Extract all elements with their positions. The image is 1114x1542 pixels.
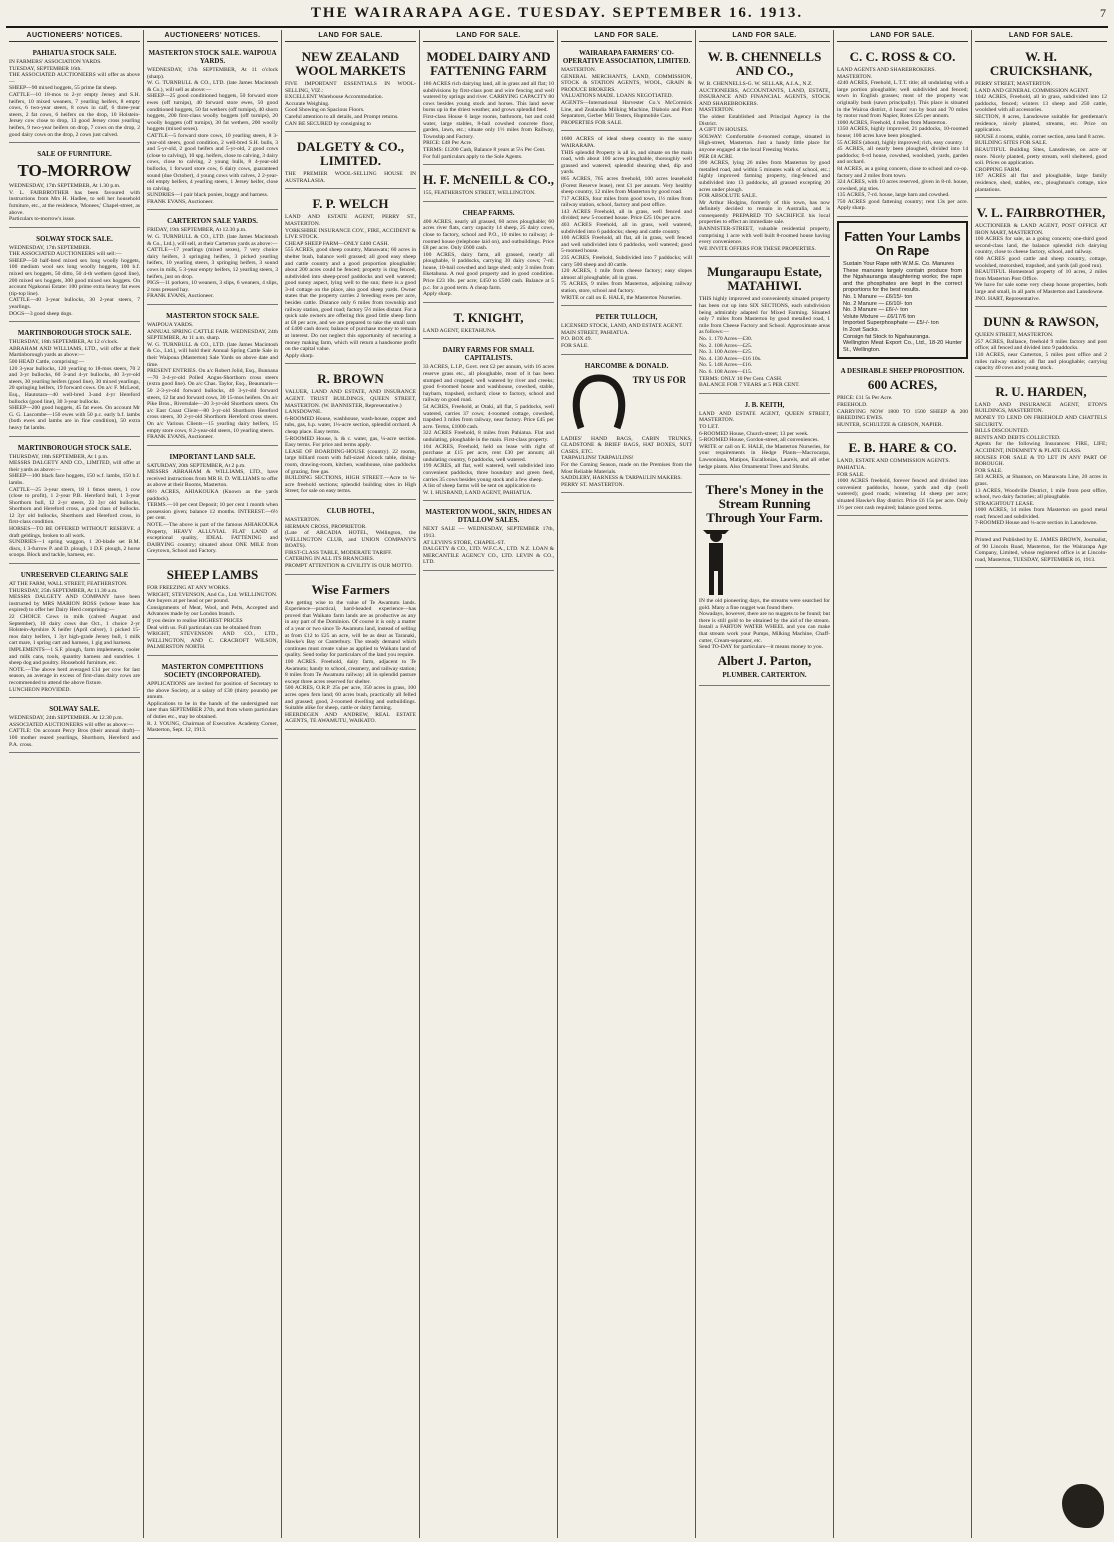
advertisement (147, 563, 278, 656)
column-1 (6, 30, 144, 1538)
advertisement (285, 192, 416, 364)
advertisement (699, 478, 830, 686)
ad-body-text: W. B. CHENNELLS-G. W. SELLAR, A.I.A., N.Z. AUCTIONEERS, ACCOUNTANTS, LAND, ESTATE, INSURANCE AND FINANCIAL AGENTS, STOCK AND SHAREBROKERS. MASTERTON. The oldest Established and Principal Agency in the District. A GIFT IN HOUSES. SOLWAY: Comfortable 4-roomed cottage, situated in High-street, Masterton. Just a handy little place for anyone engaged at the local Freezing Works. PER £8 ACRE. 390 ACRES, lying 26 miles from Masterton by good metalled road, and within 5 minutes walk of school, etc.; highly improved farming property, ring-fenced and subdivided into 13 paddocks, all grassed excepting 20 acres under plough. FOR ABSOLUTE SALE. Mr Arthur Hodgins, formerly of this town, has now definitely decided to remain in Australia, and is consequently PREPARED TO SACRIFICE his local properties to effect an immediate sale. BANNISTER-STREET, valuable residential property, comprising 1 acre with well built 8-roomed house having every convenience. WE INVITE OFFERS FOR THESE PROPERTIES. (699, 81, 830, 252)
advertisement (837, 221, 968, 359)
advertisement (9, 567, 140, 698)
ad-title: CHEAP FARMS. (462, 208, 515, 217)
advertisement (9, 45, 140, 143)
advertisement (285, 503, 416, 575)
ad-body-text: FRIDAY, 19th SEPTEMBER, At 12.30 p.m. W. G. TURNBULL & CO., LTD. (late James Macintosh & Co., Ltd.), will sell, at their Carterton yards as above:— CATTLE—17 yearlings (mixed sexes), 7 very choice dairy heifers, 3 springing heifers, 3 picked yearling heifers, 10 yearling steers, 3 springing heifers, 3 sound cows in milk, 5 3-year empty heifers, 12 yearling steers, 3 heifers, just on drop. PIGS—11 porkers, 10 weaners, 3 slips, 6 weaners, 4 slips, 2 tons pressed hay. FRANK EVANS, Auctioneer. (147, 227, 278, 300)
ad-title: There's Money in the Stream Running Through Your Farm. (705, 482, 824, 526)
horseshoe-illustration (561, 372, 692, 434)
advertisement (147, 213, 278, 305)
ad-display-heading: T. KNIGHT, (453, 309, 524, 325)
ad-body-text: QUEEN STREET, MASTERTON. 257 ACRES, Ballance, freehold 9 miles factory and post office; all fenced and divided into 9 paddocks. 130 ACRES, near Carterton, 5 miles post office and 2 miles railway station; all flat and ploughable; carrying capacity 40 cows and young stock. (975, 332, 1107, 372)
ad-body-text: FOR FREEZING AT ANY WORKS. WRIGHT, STEVENSON, And Co., Ltd. WELLINGTON. Are buyers at per head or per pound. Consignments of Meat, Wool, and Pelts, Accepted and Advances made by our London branch. If you desire to realise HIGHEST PRICES Deal with us. Full particulars can be obtained from WRIGHT, STEVENSON AND CO., LTD., WELLINGTON, AND C. CRACROFT WILSON, PALMERSTON NORTH. (147, 585, 278, 651)
farmer-illustration (699, 528, 830, 598)
ad-body-text: AUCTIONEER & LAND AGENT, POST OFFICE AT IRON MART, MASTERTON. 100 ACRES for sale, as a going concern; one-third good second-class land, the balance splendid rich dairying country, close to cheese factory, school, and railway. 600 ACRES good cattle and sheep country, cottage, woolshed, motorshed, trapshed, and yards (all good run). BEAUTIFUL Homestead property of 10 acres, 2 miles from Masterton Post Office. We have for sale some very cheap house properties, both large and small, in all parts of Masterton and Lansdowne. JNO. HART, Representative. (975, 223, 1107, 302)
ad-body-text: NEXT SALE — WEDNESDAY, SEPTEMBER 17th, 1913. AT LEVIN'S STORE, CHAPEL-ST. DALGETY & CO., LTD. W.F.C.A., LTD. N.Z. LOAN & MERCANTILE AGENCY CO., LTD. LEVIN & CO., LTD. (423, 526, 554, 566)
ad-title: SOLWAY SALE. (49, 705, 100, 714)
ad-body-text: THURSDAY, 18th SEPTEMBER, At 1 p.m. MESSRS DALGETY AND CO., LIMITED, will offer at their yards as above:— SHEEP—100 black face hoggets, 150 w.f. lambs, 150 b.f. lambs. CATTLE—25 3-year steers, 18 1 6mos steers, 1 cow (close to profit), 1 2-year P.B. Hereford bull, 1 3-year Shorthorn bull, 12 2-yr steers, 23 3yr old bullocks, Shorthorn and Hereford cross, a good class of bullocks. 12 3yr old bullocks, Shorthorn and Hereford cross, in first-class condition. HORSES—TO BE OFFERED WITHOUT RESERVE. 4 draft geldings, broken to all work. SUNDRIES—1 spring waggon, 1 20-blade set B.M. discs, 1 3-furrow P. and D. plough, 1 D.F. plough, 2 horse scoops. Block and tackle, harness, etc. (9, 453, 140, 559)
ad-body-text: PERRY STREET, MASTERTON. LAND AND GENERAL COMMISSION AGENT. 1042 ACRES, Freehold, all in grass, subdivided into 12 paddocks, fenced; winters 13 sheep and 250 cattle, woolshed with all accessories. SECTION, 8 acres, Lansdowne suitable for gentleman's residence, nicely planted, streams, etc. Price on application. HOUSE 4 rooms, stable, corner section, area land 8 acres. BUILDING SITES FOR SALE. BEAUTIFUL Building Sites, Lansdowne, on acre or more. Nicely planted, pretty stream, well sheltered, good soil. Prices on application. CROPPING FARM. 187 ACRES all flat and ploughable, large family residence, shed, stables, etc., ploughman's cottage, nice plantations. (975, 81, 1107, 193)
column-container (6, 30, 1108, 1538)
advertisement (9, 146, 140, 228)
ad-display-heading: DALGETY & CO., LIMITED. (296, 139, 405, 169)
advertisement (9, 325, 140, 436)
advertisement (147, 659, 278, 739)
column-heading: LAND FOR SALE. (699, 30, 830, 42)
advertisement (975, 535, 1107, 568)
column-5 (558, 30, 696, 1538)
advertisement (285, 45, 416, 132)
ad-body-text: THE PREMIER WOOL-SELLING HOUSE IN AUSTRALASIA. (285, 171, 416, 184)
masthead (6, 4, 1108, 28)
ad-body-text: LAND AGENTS AND SHAREBROKERS. MASTERTON. 4240 ACRES, Freehold, L.T.T. title; all undulating with a large portion ploughable; well subdivided and fenced; sown in English grasses; most of the property was originally bush (sawn principally). This place is situated in the Wairoa district, 4 hours' run by boat and 70 miles by motor road from Napier, Rotes £25 per annum. 1000 ACRES, Freehold, 4 miles from Masterton. 1350 ACRES, highly improved, 21 paddocks, 10-roomed house; 100 acres have been ploughed. 55 ACRES (about), highly improved; rich, easy country. 45 ACRES, all nearly been ploughed, divided into 14 paddocks; 6-rd house, cowshed, woolshed, yards, garden and orchard. 84 ACRES, as a going concern, close to school and co-op. factory and 2 miles from town. 324 ACRES, with 10 acres reserved, given in 8-rd. house, cowshed, pig sties. 135 ACRES, 7-rd. house, large barn and cowshed. 750 ACRES good fattening country; rent 13s per acre. Apply sharp. (837, 67, 968, 212)
ad-display-heading: W. H. CRUICKSHANK, (989, 49, 1093, 78)
page-number: 7 (1100, 6, 1106, 20)
column-heading: LAND FOR SALE. (561, 30, 692, 42)
ad-title: Fatten Your Lambs On Rape (844, 229, 961, 259)
advertisement (423, 205, 554, 303)
advertisement (561, 134, 692, 306)
advertisement (9, 701, 140, 753)
ad-body-text: APPLICATIONS are invited for position of Secretary to the above Society, at a salary of £30 (thirty pounds) per annum. Applications to be in the hands of the undersigned not later than SEPTEMBER 27th, and from whom particulars of duties etc., may be obtained. R. J. YOUNG, Chairman of Executive. Academy Corner, Masterton, Sept. 12, 1913. (147, 680, 278, 734)
ad-display-heading: H. F. McNEILL & CO., (423, 172, 554, 188)
ad-body-text: Sustain Your Rape with W.M.E. Co. Manures These manures largely contain produce from the Ngahauranga slaughtering works; the rape and the phosphates are kept in the correct proportions for the best results. No. 1 Manure — £6/15/- ton No. 2 Manure — £6/10/- ton No. 3 Manure — £6/-/- ton Volute Mixture — £6/17/6 ton Imported Superphosphate — £5/-/- ton In 2cwt Sacks. Consign fat Stock to Ngahauranga. Wellington Meat Export Co., Ltd., 18-20 Hunter St., Wellington. (843, 261, 962, 353)
farmer-icon (699, 528, 733, 598)
advertisement (561, 45, 692, 131)
ad-body-text: WEDNESDAY, 17th SEPTEMBER. THE ASSOCIATED AUCTIONEERS will sell:— SHEEP—50 half-bred mixed sex long woolly hoggets, 100 medium wool sex long woolly hoggets, 100 b.f. mixed sex hoggets, 50 ditto, 50 4-th wethers (good line), 200 mixed sex hoggets, 300 good mixed sex hoggets. On account Ngakonui Estate: 100 prime extra heavy fat ewes (tip-top line). CATTLE—40 3-year bullocks, 30 2-year steers, 7 yearlings. DOGS—3 good sheep dogs. (9, 244, 140, 317)
ad-body-text: VALUER, LAND AND ESTATE, AND INSURANCE AGENT. TRUST BUILDINGS, QUEEN STREET, MASTERTON. (W. BANNISTER, Representative.) LANSDOWNE. 6-ROOMED House, washhouse, wash-house, copper and tubs, gas, h.p. water, 1¼-acre section, splendid orchard. A cheap place. Easy terms. 5-ROOMED House, h. & c. water, gas, ¼-acre section. Easy terms. For price and terms apply. LEASE OF BOARDING-HOUSE (country). 22 rooms, large billiard room with full-sized Alcock table, dining-room, drawing-room, kitchen, washhouse, nine paddocks of grazing, free gas. BUILDING SECTIONS, HIGH STREET.—Acre to ¼-acre freehold sections; splendid building sites in High Street; for sale on easy terms. (285, 389, 416, 495)
advertisement (147, 449, 278, 560)
ad-title: CARTERTON SALE YARDS. (167, 217, 258, 226)
advertisement (147, 308, 278, 446)
ad-body-text: LICENSED STOCK, LAND, AND ESTATE AGENT. MAIN STREET, PAHIATUA. P.O. BOX 49. FOR SALE. (561, 323, 683, 349)
ad-title: DAIRY FARMS FOR SMALL CAPITALISTS. (442, 346, 535, 363)
ad-title: J. B. KEITH, (744, 400, 785, 409)
horseshoe-icon (569, 372, 629, 432)
ad-title: WAIRARAPA FARMERS' CO-OPERATIVE ASSOCIATION, LIMITED. (562, 49, 691, 65)
advertisement (699, 397, 830, 475)
ad-title: MASTERTON STOCK SALE. (166, 312, 259, 320)
advertisement (423, 504, 554, 571)
ad-title: UNRESERVED CLEARING SALE (20, 571, 129, 580)
column-heading: LAND FOR SALE. (423, 30, 554, 42)
advertisement (975, 380, 1107, 532)
ad-title: SHEEP LAMBS (166, 567, 259, 582)
column-8 (972, 30, 1110, 1538)
advertisement (975, 45, 1107, 198)
ad-title: MARTINBOROUGH STOCK SALE. (17, 329, 132, 338)
ad-body-text: LAND, ESTATE AND COMMISSION AGENTS. PAHIATUA. FOR SALE. 1000 ACRES freehold, forever fenced and divided into convenient paddocks, house, yards and dip (well watered); good roads; wintering 14 sheep per acre; situated Hawke's Bay district. Price £6 15s per acre. Only 1½ per cent cash required; balance good terms. (837, 458, 968, 511)
advertisement (9, 440, 140, 565)
ad-body-text: IN the old pioneering days, the streams were searched for gold. Many a fine nugget was found there. Nowadays, however, there are no nuggets to be found; but there is still gold to be obtained by the aid of the stream. Install a FARTON WATER WHEEL and you can make that stream work your Pumps, Milking Machine, Chaff-cutter, Cream-separator, etc. Send TO-DAY for particulars—it means money to you. (699, 598, 830, 651)
ad-body-text: LAND AND INSURANCE AGENT, ETON'S BUILDINGS, MASTERTON. MONEY TO LEND ON FREEHOLD AND CHATTELS SECURITY. BILLS DISCOUNTED. RENTS AND DEBTS COLLECTED. Agents for the following Insurances: FIRE, LIFE; ACCIDENT, INDEMNITY & PLATE GLASS. HOUSES FOR SALE & TO LET IN ANY PART OF BOROUGH. FOR SALE. 583 ACRES, at Shannon, on Manawatu Line, 20 acres in grass. 13 ACRES, Woodville District, 1 mile from post office, school, two dairy factories; all ploughable. STRAIGHTOUT LEASE. 1000 ACRES, 14 miles from Masterton on good metal road; fenced and subdivided. 7-ROOMED House and ¼-acre section in Lansdowne. (975, 401, 1107, 527)
advertisement (423, 45, 554, 165)
column-2 (144, 30, 282, 1538)
ad-display-heading: F. P. WELCH (312, 196, 389, 212)
ad-title: NEW ZEALAND WOOL MARKETS (295, 49, 406, 78)
ad-signature-sub: PLUMBER. CARTERTON. (722, 670, 807, 679)
advertisement (9, 231, 140, 323)
ad-body-text: 186 ACRES rich dairying land, all in grass and all flat; 10 subdivisions by first-class post and wire fencing and well watered by springs and river. CARRYING CAPACITY 80 cows besides young stock and horses. This land never burns up in the driest weather, and grows splendid feed. First-class House 6 large rooms, bathroom, hot and cold water, large stables, 8-bail cowshed concrete floor, garden, lawn, etc.; situate only 1½ miles from Railway, Township and Factory. PRICE: £48 Per Acre. TERMS: £1200 Cash, Balance 8 years at 5¼ Per Cent. For full particulars apply to the Sole Agents. (423, 81, 554, 160)
ad-title: SALE OF FURNITURE. (37, 150, 112, 159)
ad-display-heading: DUNN & RAWSON, (983, 314, 1099, 330)
advertisement (423, 306, 554, 340)
ad-body-text: THIS highly improved and conveniently situated property has been cut up into SIX SECTIONS, each subdivision being admirably adapted for Mixed Farming. Situated only 7 miles from Masterton by good metalled road, 1 mile from Cheese Factory and School. Approximate areas as follows:— No. 1. 170 Acres—£30. No. 2. 108 Acres—£25. No. 3. 100 Acres—£25. No. 4. 130 Acres—£16 10s. No. 5. 148 Acres—£16. No. 6. 108 Acres—£15. TERMS: ONLY 10 Per Cent. CASH. BALANCE FOR 7 YEARS at 5 PER CENT. (699, 296, 830, 389)
column-7 (834, 30, 972, 1538)
advertisement (837, 45, 968, 217)
ad-body-text: WAIPOUA YARDS. ANNUAL SPRING CATTLE FAIR. WEDNESDAY, 24th SEPTEMBER, At 11 a.m. sharp. W. G. TURNBULL & CO., LTD. (late James Macintosh & Co., Ltd.), will hold their Annual Spring Cattle Sale in their Waipoua (Masterton) Sale Yards on above date and time. PRESENT ENTRIES. On a/c Robert Jolid, Esq., Bunnana—70 3-4-yr-old Polled Angus-Shorthorn cross steers (extra good line). On a/c Chas. Taylor, Esq., Beaumaris—50 2-3-yr-old forward bullocks, 40 3-yr-old forward steers, 12 fat and forward cows, 30 15-mos heifers. On a/c Pike Bros., Riversdale—20 3-yr-old Shorthorn steers. On a/c East Coast Client—80 3-yr-old Shorthorn Hereford cross steers, 30 2-yr-old Shorthorn Hereford cross steers. On a/c Various Clients—15 yearling dairy heifers, 15 empty store cows, 8 2-year-old steers, 10 yearling steers. FRANK EVANS, Auctioneer. (147, 322, 278, 441)
advertisement (561, 309, 692, 354)
ad-title: Mungaraupu Estate, MATAHIWI. (707, 264, 822, 294)
ad-body-text: WEDNESDAY, 17th SEPTEMBER, At 1.30 p.m. V. L. FAIRBROTHER has been favoured with instructions from Mrs H. Hadlee, to sell her household furniture, etc., at the residence, 'Monees,' Chapel-street, as above. Particulars to-morrow's issue. (9, 183, 140, 223)
ad-display-heading: R. U. HARDEN, (995, 383, 1087, 399)
ad-display-heading: R. BROWN (317, 371, 384, 387)
ad-title: MASTERTON COMPETITIONS SOCIETY (INCORPORATED). (161, 662, 264, 679)
ad-body-text: Printed and Published by E. JAMES BROWN, Journalist, of 90 Lincoln Road, Masterton, for the Wairarapa Age Company, Limited, whose registered office is at Lincoln-road, Masterton, TUESDAY, SEPTEMBER 16, 1913. (975, 537, 1107, 563)
ad-body-text: WEDNESDAY, 17th SEPTEMBER, At 11 o'clock (sharp). W. G. TURNBULL & CO., LTD. (late James Macintosh & Co.), will sell as above:— SHEEP—25 good conditioned hoggets, 50 forward store ewes (off turnips), 40 forward store ewes, 50 good conditioned hoggets, 50 fat wethers (off turnips), 40 shorn hoggets, 200 first-class woolly hoggets (off turnips), 20 woolly hoggets (off turnips), 30 fat wethers, 200 woolly hoggets (mixed sexes). CATTLE—5 forward store cows, 10 yearling steers, 8 3-year-old steers, good condition, 2 well-bred S.H. bulls, 3 and 5-yr-old, 2 good heifers and 5-yr-old, 2 good cows (close to calving), 10 spg. heifers, close to calving, 3 dairy cows, close to calving, 2 young bulls, 8 4-year-old bullocks, 1 forward store cow, 6 dairy cows, guaranteed sound (due October), 4 young cows with calves, 2 2-year-old empty heifers, 4 yearling steers, 1 Jersey heifer, close to calving. SUNDRIES—1 pair black ponies, buggy and harness. FRANK EVANS, Auctioneer. (147, 67, 278, 205)
ad-body-text: 1600 ACRES of ideal sheep country in the sunny WAIRARAPA. THIS splendid Property is all in, and situate on the main road, with about 100 acres ploughable, thoroughly well grassed and watered; splendid shearing shed, dip and yards. 865 ACRES, 765 acres freehold, 100 acres leasehold (Forest Reserve lease), rent £1 per annum. Very healthy sheep country, 12 miles from Masterton by good road. 717 ACRES, four miles from good town, 1½ miles from railway station, school, factory and post office. 143 ACRES Freehold, all in grass, well fenced and divided; new 5-roomed house. Price £25 10s per acre. 403 ACRES Freehold, all in grass, well watered, subdivided into 6 paddocks; sheep and cattle country. 100 ACRES Freehold, all flat, all in grass, well fenced and well subdivided into 6 paddocks, well watered; good 5-roomed house. 235 ACRES, Freehold, Subdivided into 7 paddocks; will carry 500 sheep and 40 cattle. 120 ACRES, 1 mile from cheese factory; easy slopes almost all ploughable; all in grass. 75 ACRES, 9 miles from Masterton, adjoining railway station, store, school and factory. WRITE or call on E. HALE, the Masterton Nurseries. (561, 136, 692, 301)
ad-body-text: FIVE IMPORTANT ESSENTIALS IN WOOL-SELLING, VIZ.: EXCELLENT Warehouse Accommodation. Accurate Weighing. Good Showing on Spacious Floors. Careful attention to all details, and Prompt returns. CAN BE SECURED by consigning to (285, 81, 416, 127)
ad-body-text: WEDNESDAY, 24th SEPTEMBER. At 12.30 p.m. ASSOCIATED AUCTIONEERS will offer as above:— CATTLE: On account Percy Bros (their annual draft)—100 mother reared yearlings, Shorthorn, Hereford and P.A. cross. (9, 715, 140, 748)
try-us-text: TRY US FOR (632, 374, 686, 385)
ad-title: PAHIATUA STOCK SALE. (32, 49, 117, 57)
ad-title: HARCOMBE & DONALD. (584, 361, 669, 370)
ad-title: A DESIRABLE SHEEP PROPOSITION. (840, 367, 965, 376)
advertisement (699, 45, 830, 257)
column-heading: AUCTIONEERS' NOTICES. (147, 30, 278, 42)
advertisement (147, 45, 278, 210)
ad-title: MARTINBOROUGH STOCK SALE. (17, 443, 132, 452)
advertisement (699, 260, 830, 393)
advertisement (837, 436, 968, 516)
ad-body-text: IN FARMERS' ASSOCIATION YARDS. TUESDAY, SEPTEMBER 16th. THE ASSOCIATED AUCTIONEERS will offer as above— SHEEP—90 mixed hoggets, 55 prime fat sheep. CATTLE—10 18-mos to 2-yr empty Jersey and S.H. heifers, 10 mixed weaners, 7 yearling heifers, 8 empty cows, 6 two-year steers, 8 cows in calf, 6 three-year steers, 2 fat cows, 6 heifers on the drop, 10 Holstein-Jersey cow close to drop, 13 good Jersey cross yearling heifers, 9 two-year heifers on drop, 7 cows on the drop, 2 good dairy cows on the drop, 2 cows just calved. (9, 59, 140, 138)
ad-body-text: LAND AND ESTATE AGENT, QUEEN STREET, MASTERTON. TO LET. 6-ROOMED House, Church-street; 13 per week. 5-ROOMED House, Gordon-street, all conveniences. WRITE or call on E. HALE, the Masterton Nurseries, for your requirements in Hedge Plants—Macrocarpa, Lawsoniana, Matipos, Escallonias, Laurels, and all other hedge plants. Also Ornamental Trees and Shrubs. (699, 410, 830, 470)
ad-body-text: PRICE: £11 5s Per Acre. FREEHOLD. CARRYING NOW 1800 TO 1500 SHEEP & 200 BREEDING EWES. HUNTER, SCHULTZE & GIBSON, NAPIER. (837, 395, 968, 428)
ad-body-text: 155, FEATHERSTON STREET, WELLINGTON. (423, 190, 536, 197)
ad-title: SOLWAY STOCK SALE. (36, 234, 113, 243)
ad-title: MASTERTON STOCK SALE. WAIPOUA YARDS. (148, 49, 277, 65)
ad-body-text: 400 ACRES, nearly all grassed, 60 acres ploughable; 60 acres river flats, carry capacity 14 sheep, 25 dairy cows, close to factory, school and P.O., 10 miles to railway; 4-roomed house (telephone laid on), and outbuildings. Price £8 per acre. Only £600 cash. 100 ACRES, dairy farm, all grassed, nearly all ploughable, 8 paddocks, carrying 30 dairy cows; 7-rd. house, 10-bail cowshed and large shed; only 3 miles from Eketahuna. A real good property and in good condition. Price £23 10s. per acre; £450 to £500 cash. Balance at 5 p.c. for a good term. A cheap farm. Apply sharp. (423, 218, 554, 298)
ad-body-text: 33 ACRES, L.I.P., Govt. rent £2 per annum, with 16 acres reserve grass etc., all ploughable, most of it has been stumped and cropped; well watered by river and creeks; good 6-roomed house and washhouse, cowshed, stable, haybarn, trapshed, orchard; close to factory, school and railway on good road. 54 ACRES, Freehold, at Otaki, all flat, 5 paddocks, well watered, carries 37 cows; 4-roomed cottage, cowshed, trapshed 3 miles from railway, near factory. Price £45 per acre. Terms, £1000 cash. 322 ACRES Freehold, 8 miles from Pahiatua. Flat and undulating, ploughable in the main. First-class property. 104 ACRES, Freehold, held on lease with right of purchase at £15 per acre, rent £30 per annum; all undulating country, 6 paddocks, well watered. 199 ACRES, all flat, well watered, well subdivided into convenient paddocks, three boundary and green feed, carries 35 cows besides young stock and a few sheep. A list of sheep farms will be sent on application to W. I. HUSBAND, LAND AGENT, PAHIATUA. (423, 364, 554, 496)
advertisement (423, 168, 554, 202)
ad-display-heading: 600 ACRES, (867, 377, 938, 393)
advertisement (561, 358, 692, 494)
ad-body-text: LADIES' HAND BAGS, CABIN TRUNKS, GLADSTONE & BRIEF BAGS, HAT BOXES, SUIT CASES, ETC. TARPAULINS! TARPAULINS! For the Coming Season, made on the Premises from the Most Reliable Materials. SADDLERY, HARNESS & TARPAULIN MAKERS. PERRY ST. MASTERTON. (561, 435, 692, 488)
column-4 (420, 30, 558, 1538)
ad-title: MODEL DAIRY AND FATTENING FARM (426, 49, 551, 78)
ad-body-text: AT THE FARM, WALL STREET, FEATHERSTON. THURSDAY, 25th SEPTEMBER, At 11.30 a.m. MESSRS DALGETY AND COMPANY have been instructed by MRS MARION ROSS (whose lease has expired) to offer her Dairy Herd comprising:— 22 CHOICE Cows in milk (calved August and September), 10 dairy cows due Oct., 1 choice 2-yr Holstein-Ayrshire X heifer (April calver), 1 picked 15-mos dairy heifers, 1 3yr high-grade Jersey bull, 1 milk cart mare, 1 spring cart and harness, 1 gig and harness. IMPLEMENTS—1 S.F. plough, farm implements, cooler and milk cans, tools, quantity harness and sundries. 1 sheep dog and poultry. Household furniture, etc. NOTE.—The above herd averaged £14 per cow for last season, an average in excess of first-class dairy cows are recommended to attend the above fixture. LUNCHEON PROVIDED. (9, 581, 140, 693)
ad-display-heading: W. B. CHENNELLS AND CO., (707, 49, 822, 78)
ad-display-heading: E. B. HARE & CO. (848, 440, 957, 456)
column-3 (282, 30, 420, 1538)
column-6 (696, 30, 834, 1538)
ad-title: Wise Farmers (311, 581, 390, 597)
advertisement (285, 367, 416, 500)
ad-body-text: LAND AGENT, EKETAHUNA. (423, 327, 497, 334)
column-heading: LAND FOR SALE. (837, 30, 968, 42)
ad-body-text: LAND AND ESTATE AGENT, PERRY ST., MASTERTON. YORKSHIRE INSURANCE COY., FIRE, ACCIDENT & LIVE STOCK. CHEAP SHEEP FARM—ONLY £400 CASH. 555 ACRES, good sheep country, Manawatu; 60 acres in shelter bush, balance well grassed; all good easy sheep and cattle country and a good proportion ploughable; about 200 acres could be fenced; property is ring fenced, subdivided into sheep-proof paddocks and well watered; good sunny aspect, lying well to the sun; there is a good 3-rd cottage on the place, also good sheep yards. Owner states that the property carries 2 breeding ewes per acre, besides cattle. Distance only 6 miles from township and railway station, good road; factory 5½ miles distant. For a quick sale owners are offering this good little sheep farm at £8 per acre, and we are prepared to take the small sum of £400 cash down; balance of purchase money to remain at interest. Do not neglect this opportunity of securing a money making farm, which will return a handsome profit on the capital value. Apply sharp. (285, 214, 416, 359)
ad-display-heading: C. C. ROSS & CO. (849, 49, 956, 64)
ad-body-text: MASTERTON. GENERAL MERCHANTS, LAND, COMMISSION, STOCK & STATION AGENTS, WOOL, GRAIN & PRODUCE BROKERS. VALUATIONS MADE. LOANS NEGOTIATED. AGENTS—International Harvester Co.'s McCormick Line, and Zealandia Milking Machine, Diabolo and Plott Separators, Gerber Mill Testers, Hupmobile Cars. PROPERTIES FOR SALE. (561, 67, 692, 126)
column-heading: LAND FOR SALE. (975, 30, 1107, 42)
ad-title: MASTERTON WOOL, SKIN, HIDES AN DTALLOW SALES. (425, 508, 552, 525)
advertisement (837, 363, 968, 433)
column-heading: AUCTIONEERS' NOTICES. (9, 30, 140, 42)
advertisement (975, 310, 1107, 377)
column-heading: LAND FOR SALE. (285, 30, 416, 42)
ad-title: IMPORTANT LAND SALE. (169, 452, 256, 461)
masthead-title: THE WAIRARAPA AGE. TUESDAY. SEPTEMBER 16. 1913. (310, 5, 804, 21)
ad-body-text: THURSDAY, 18th SEPTEMBER, At 12 o'clock. ABRAHAM AND WILLIAMS, LTD., will offer at their Martinborough yards as above:— 500 HEAD Cattle, comprising:— 120 3-year bullocks, 120 yearling to 18-mos steers, 70 2 and 3-yr bullocks, 60 3-and 4-yr bullocks, 40 3-yr-old steers, 30 yearling heifers (good line), 30 mixed yearlings, 20 springing heifers, 19 forward cows. On a/c F. McLeod, Esq., Hautotara—40 well-bred 3-and 4-yr Hereford bullocks (good line), 30 3-year bullocks. SHEEP—200 good hoggets, 45 fat ewes. On account Mr G. G. Lascombe—150 ewes with 50 p.c. early b.f. lambs (both ewes and lambs are in fine condition), 50 extra heavy fat lambs. (9, 339, 140, 431)
ad-body-text: Are getting wise to the value of Te Awamutu lands. Experience—practical, hard-headed experience—has proved that Waikato farm lands are as productive as any in any part of the Dominion. Of course it is only a matter of a year or two since Te Awamutu land, instead of selling at from £12 to £25 an acre, will be as dear as Taranaki, Hawke's Bay or Canterbury. The steady demand which continues must create value as applied to Waikato land of quality. Send today for particulars of the land you require. 100 ACRES. Freehold, dairy farm, adjacent to Te Awamutu; handy to school, creamery, and railway station; 8 miles from Te Awamutu railway; all in splendid pasture except three acres reserved for shelter. 500 ACRES, O.R.P. 25s per acre, 350 acres in grass, 100 acres open fern land; 60 acres bush, practically all felled and grassed; good, 2-roomed dwelling and outbuildings. Suitable alike for sheep, cattle or dairy farming. HEERDEGEN AND ANDREW, REAL ESTATE AGENTS, TE AWAMUTU, WAIKATO. (285, 599, 416, 725)
advertisement (285, 135, 416, 189)
ad-signature: Albert J. Parton, (717, 652, 812, 668)
advertisement (285, 578, 416, 730)
ad-body-text: MASTERTON. HERMAN CROSS, PROPRIETOR. (Late of ARCADIA HOTEL, Wellington, the WELLINGTON CLUB, and UNION COMPANY'S BOATS). FIRST-CLASS TABLE, MODERATE TARIFF. CATERING IN ALL ITS BRANCHES. PROMPT ATTENTION & CIVILITY IS OUR MOTTO. (285, 516, 416, 570)
ad-display-heading: TO-MORROW (17, 161, 132, 181)
ad-display-heading: V. L. FAIRBROTHER, (976, 205, 1106, 221)
ad-title: PETER TULLOCH, (595, 313, 658, 322)
ad-title: CLUB HOTEL, (326, 506, 375, 515)
advertisement (423, 342, 554, 501)
advertisement (975, 201, 1107, 307)
ad-body-text: SATURDAY, 20th SEPTEMBER, At 2 p.m. MESSRS ABRAHAM & WILLIAMS, LTD., have received instructions from MR H. D. WILLIAMS to offer as above at their Rooms, Masterton. 86½ ACRES, AHIAKOUKA (Known as the yards paddock). TERMS.—10 per cent Deposit; 10 per cent 1 month when possession given; balance 12 months. INTEREST.—6½ per cent. NOTE.—The above is part of the famous AHIAKOUKA Property, HEAVY ALLUVIAL FLAT LAND of exceptional quality, IDEAL FATTENING and DAIRYING country; situated about ONE MILE from Greytown, School and Factory. (147, 462, 278, 555)
